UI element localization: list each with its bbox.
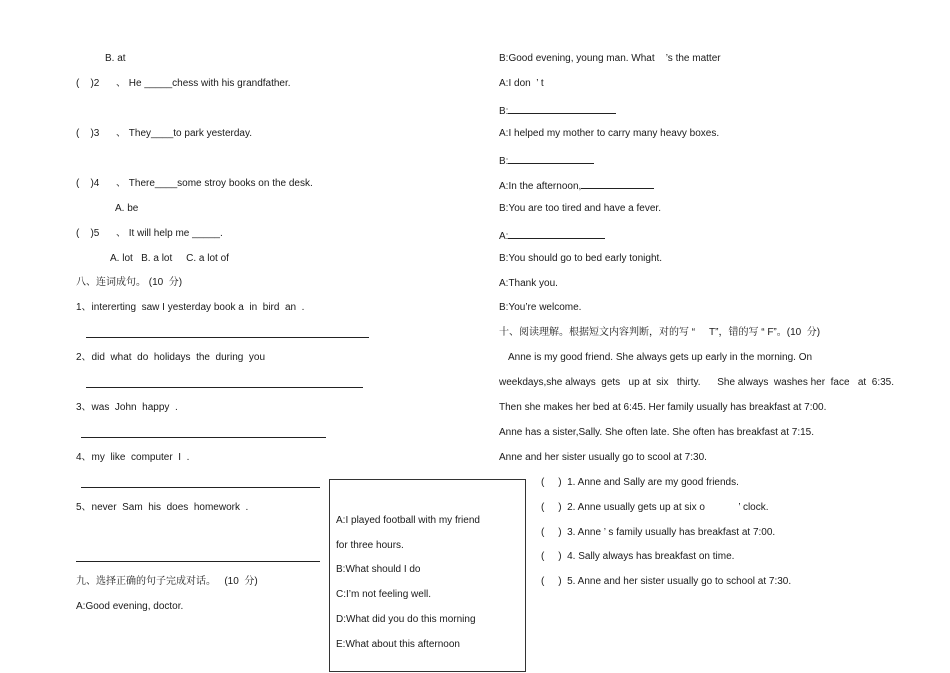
option-d: D:What did you do this morning: [336, 614, 476, 625]
question-3: ( )3 、 They____to park yesterday.: [76, 128, 253, 139]
option-a-cont: for three hours.: [336, 540, 404, 551]
dialog-blank-4[interactable]: [508, 228, 605, 239]
dialog-line-1: A:Good evening, doctor.: [76, 601, 184, 612]
reorder-q3: 3、was John happy .: [76, 402, 178, 413]
dialog-line-7: A:In the afternoon,: [499, 181, 582, 192]
dialog-blank-3[interactable]: [581, 178, 654, 189]
reorder-q4: 4、my like computer I .: [76, 452, 190, 463]
dialog-options-box: [329, 479, 526, 672]
judge-item-5: ( ) 5. Anne and her sister usually go to school at 7:30.: [541, 576, 792, 587]
option-a-be: A. be: [115, 203, 139, 214]
dialog-line-2: B:Good evening, young man. What ’s the matter: [499, 53, 721, 64]
section-9-title: 九、选择正确的句子完成对话。 (10 分): [76, 576, 258, 587]
passage-line-1: Anne is my good friend. She always gets up early in the morning. On: [508, 352, 813, 363]
passage-line-4: Anne has a sister,Sally. She often late. She often has breakfast at 7:15.: [499, 427, 815, 438]
dialog-line-5: A:I helped my mother to carry many heavy boxes.: [499, 128, 720, 139]
option-c: C:I’m not feeling well.: [336, 589, 432, 600]
answer-line-1[interactable]: [86, 327, 369, 338]
question-4: ( )4 、 There____some stroy books on the desk.: [76, 178, 313, 189]
passage-line-2: weekdays,she always gets up at six thirty. She always washes her face at 6:35.: [499, 377, 894, 388]
reorder-q1: 1、intererting saw I yesterday book a in bird an .: [76, 302, 305, 313]
passage-line-5: Anne and her sister usually go to scool at 7:30.: [499, 452, 707, 463]
dialog-line-11: A:Thank you.: [499, 278, 558, 289]
reorder-q2: 2、did what do holidays the during you: [76, 352, 266, 363]
dialog-line-4: B:: [499, 106, 509, 117]
dialog-line-6: B:: [499, 156, 509, 167]
dialog-line-3: A:I don ’ t: [499, 78, 544, 89]
question-2: ( )2 、 He _____chess with his grandfather.: [76, 78, 291, 89]
judge-item-4: ( ) 4. Sally always has breakfast on time.: [541, 551, 735, 562]
judge-item-2: ( ) 2. Anne usually gets up at six o ’ clock.: [541, 502, 769, 513]
options-lot: A. lot B. a lot C. a lot of: [110, 253, 229, 264]
option-a: A:I played football with my friend: [336, 515, 480, 526]
judge-item-3: ( ) 3. Anne ’ s family usually has breakfast at 7:00.: [541, 527, 776, 538]
answer-line-4[interactable]: [81, 477, 320, 488]
dialog-line-9: A:: [499, 231, 509, 242]
dialog-line-8: B:You are too tired and have a fever.: [499, 203, 661, 214]
option-b: B:What should I do: [336, 564, 421, 575]
dialog-line-10: B:You should go to bed early tonight.: [499, 253, 663, 264]
section-10-title: 十、阅读理解。根据短文内容判断，对的写 “ T”，错的写 “ F”。(10 分): [499, 327, 821, 338]
dialog-blank-1[interactable]: [508, 103, 616, 114]
option-b-at: B. at: [105, 53, 126, 64]
answer-line-2[interactable]: [86, 377, 363, 388]
answer-line-3[interactable]: [81, 427, 326, 438]
passage-line-3: Then she makes her bed at 6:45. Her family usually has breakfast at 7:00.: [499, 402, 827, 413]
dialog-blank-2[interactable]: [508, 153, 594, 164]
answer-line-5[interactable]: [76, 551, 320, 562]
dialog-line-12: B:You’re welcome.: [499, 302, 582, 313]
section-8-title: 八、连词成句。 (10 分): [76, 277, 183, 288]
option-e: E:What about this afternoon: [336, 639, 460, 650]
reorder-q5: 5、never Sam his does homework .: [76, 502, 249, 513]
question-5: ( )5 、 It will help me _____.: [76, 228, 223, 239]
judge-item-1: ( ) 1. Anne and Sally are my good friends.: [541, 477, 739, 488]
